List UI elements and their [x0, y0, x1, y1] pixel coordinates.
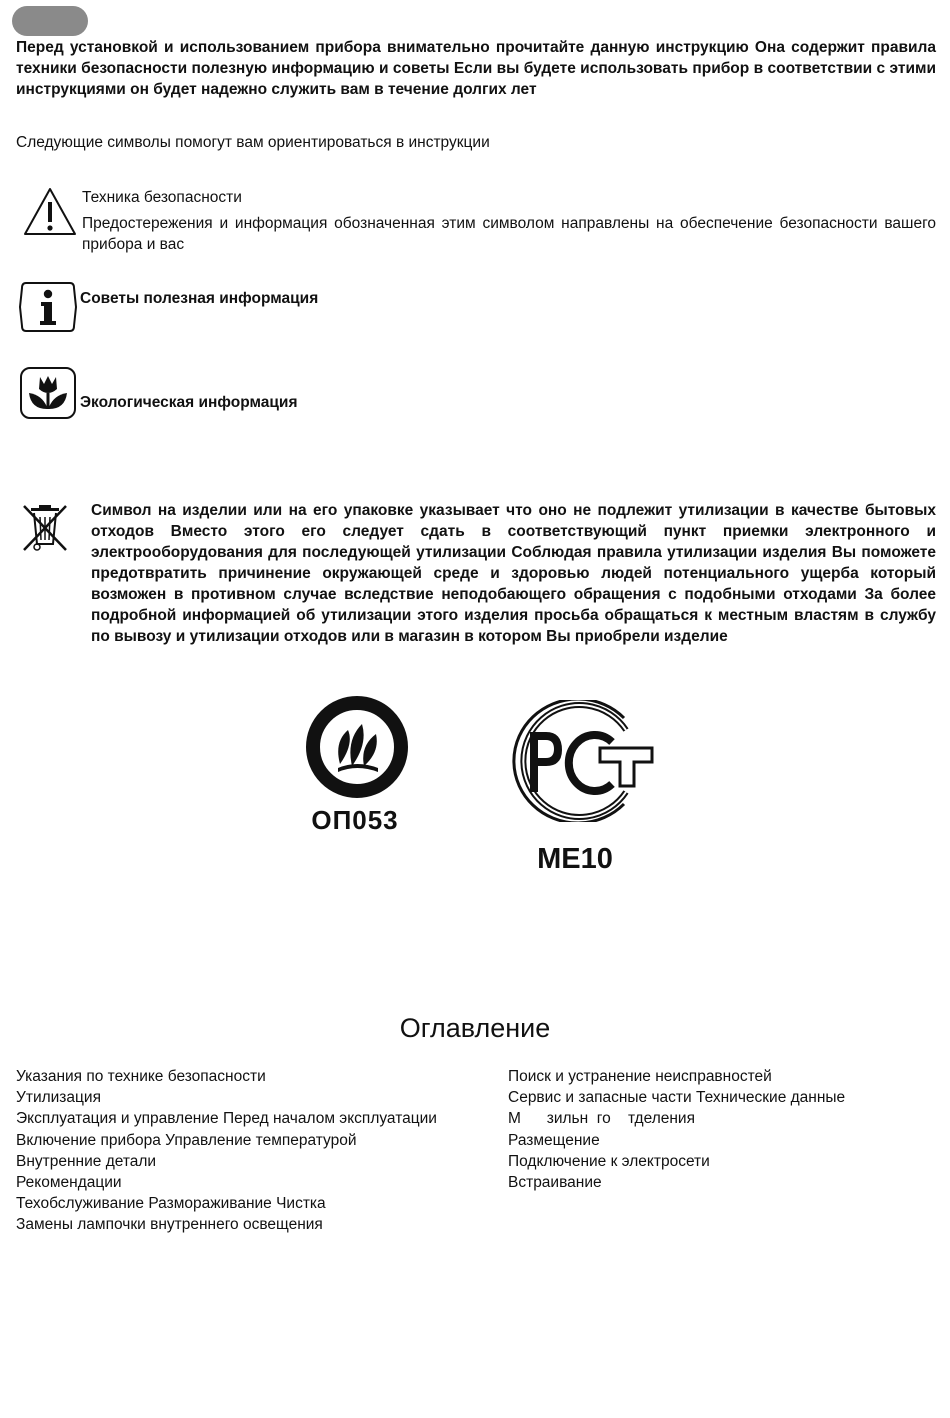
toc-item[interactable]: Утилизация	[16, 1089, 101, 1107]
toc-item[interactable]: Замены лампочки внутреннего освещения	[16, 1216, 323, 1234]
toc-item[interactable]: Поиск и устранение неисправностей	[508, 1068, 772, 1085]
eco-label: Экологическая информация	[80, 394, 298, 411]
eco-flower-icon	[18, 365, 78, 421]
toc-item[interactable]: Размещение	[508, 1131, 600, 1149]
toc-item[interactable]: Внутренние детали	[16, 1152, 157, 1170]
tips-label: Советы полезная информация	[80, 290, 319, 307]
toc-left-column	[16, 1066, 446, 1236]
toc-item[interactable]: Встраивание	[508, 1174, 602, 1192]
recycling-notice: Символ на изделии или на его упаковке указывает что оно не подлежит утилизации в качестве бытовых отходов Вместо этого его следует сдать в соответствующий пункт приемки электронного и электрооборудования для последующей утилизации Соблюдая правила утилизации изделия Вы поможете предотвратить причинение окружающей среде и здоровью людей потенциального ущерба который возможен в противном случае вследствие неподобающего обращения с подобными отходами За более подробной информацией об утилизации этого изделия просьба обращаться к местным властям в службу по вывозу и утилизации отходов или в магазин в котором Вы приобрели изделие	[91, 502, 936, 645]
info-icon	[18, 280, 78, 334]
crossed-bin-icon	[20, 500, 70, 554]
warning-icon	[22, 186, 78, 238]
page-tab-marker	[12, 6, 88, 36]
toc-item[interactable]: М зильн го тделения	[508, 1110, 695, 1128]
safety-description: Предостережения и информация обозначенная этим символом направлены на обеспечение безопасности вашего прибора и вас	[82, 215, 936, 253]
toc-item[interactable]: Указания по технике безопасности	[16, 1068, 266, 1085]
safety-title: Техника безопасности	[82, 189, 242, 206]
toc-item[interactable]: Эксплуатация и управление Перед началом эксплуатации Включение прибора Управление температурой	[16, 1110, 437, 1149]
toc-right-column	[508, 1066, 938, 1193]
intro-paragraph: Перед установкой и использованием прибора внимательно прочитайте данную инструкцию Она содержит правила техники безопасности полезную информацию и советы Если вы будете использовать прибор в соответствии с этими инструкциями он будет надежно служить вам в течение долгих лет	[16, 39, 936, 98]
certification-code: ОП053	[311, 805, 399, 835]
certification-code: ME10	[537, 843, 613, 875]
gost-r-mark-icon	[500, 700, 656, 822]
toc-item[interactable]: Подключение к электросети	[508, 1152, 710, 1170]
toc-item[interactable]: Техобслуживание Размораживание Чистка	[16, 1195, 326, 1213]
toc-title: Оглавление	[399, 1013, 551, 1043]
symbols-lead-text: Следующие символы помогут вам ориентироваться в инструкции	[16, 134, 490, 151]
toc-item[interactable]: Рекомендации	[16, 1174, 122, 1192]
toc-item[interactable]: Сервис и запасные части Технические данные	[508, 1089, 846, 1107]
certification-mark-icon	[304, 694, 410, 800]
